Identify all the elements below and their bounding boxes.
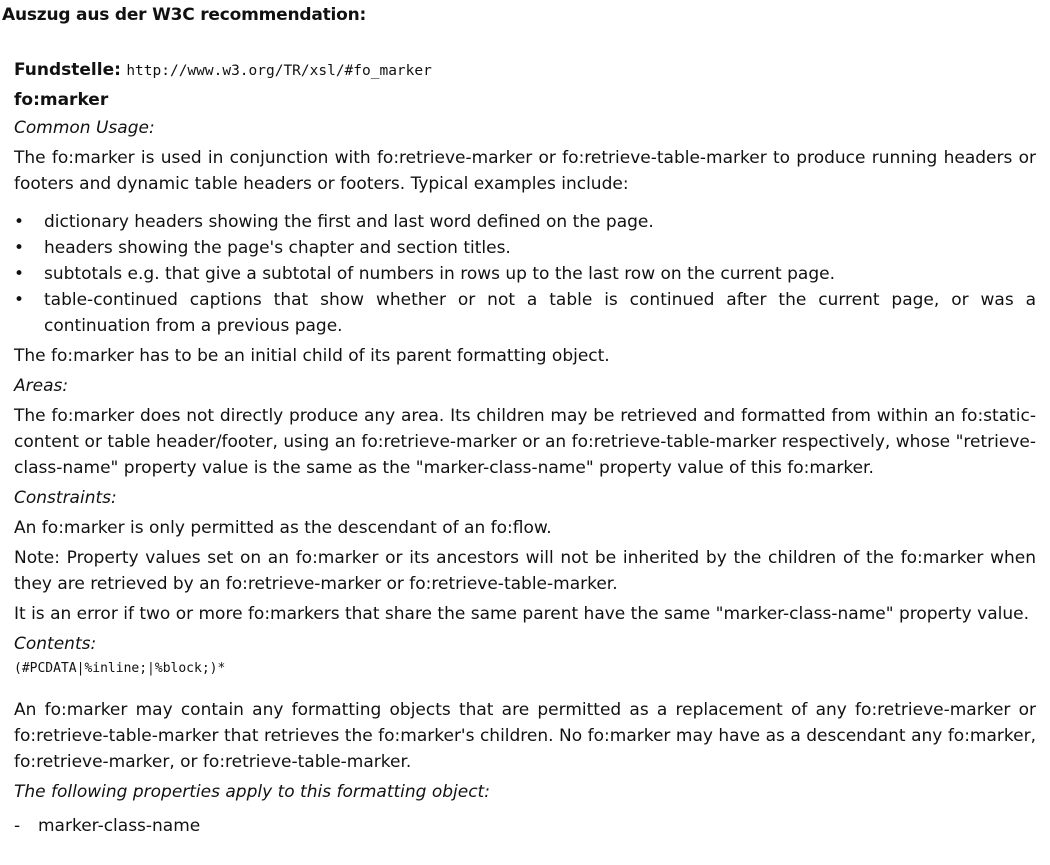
element-title: fo:marker xyxy=(14,90,109,110)
page-heading: Auszug aus der W3C recommendation: xyxy=(2,5,367,25)
bullet-icon: • xyxy=(14,264,25,284)
source-reference xyxy=(14,57,1036,85)
list-item xyxy=(14,209,1036,235)
initial-child-text: The fo:marker has to be an initial child of its parent formatting object. xyxy=(14,346,610,366)
list-item xyxy=(14,287,1036,339)
constraint-text: An fo:marker is only permitted as the descendant of an fo:flow. xyxy=(14,518,552,538)
bullet-icon: • xyxy=(14,238,25,258)
section-contents: Contents: xyxy=(14,634,97,654)
list-item-text: subtotals e.g. that give a subtotal of numbers in rows up to the last row on the current page. xyxy=(44,264,835,284)
dash-marker: - xyxy=(14,816,21,836)
source-label: Fundstelle: xyxy=(14,60,121,80)
bullet-icon: • xyxy=(14,212,25,232)
section-constraints: Constraints: xyxy=(14,488,117,508)
section-areas: Areas: xyxy=(14,376,69,396)
recommendation-excerpt xyxy=(14,57,1036,839)
section-common-usage: Common Usage: xyxy=(14,118,155,138)
constraint-text: It is an error if two or more fo:markers that share the same parent have the same "marker-class-name" property value. xyxy=(14,604,1029,624)
contents-text: An fo:marker may contain any formatting objects that are permitted as a replacement of any fo:retrieve-marker or fo:retrieve-table-marker that retrieves the fo:marker's children. No fo:marker may have as a descendant any fo:marker, fo:retrieve-marker, or fo:retrieve-table-marker. xyxy=(14,700,1036,772)
contents-code: (#PCDATA|%inline;|%block;)* xyxy=(14,661,226,676)
property-item xyxy=(14,813,1036,839)
list-item-text: table-continued captions that show whether or not a table is continued after the current page, or was a continuation from a previous page. xyxy=(44,290,1036,336)
common-usage-text: The fo:marker is used in conjunction with fo:retrieve-marker or fo:retrieve-table-marker to produce running headers or footers and dynamic table headers or footers. Typical examples include: xyxy=(14,148,1036,194)
source-url: http://www.w3.org/TR/xsl/#fo_marker xyxy=(126,63,432,79)
property-name: marker-class-name xyxy=(38,816,201,836)
list-item-text: dictionary headers showing the first and last word defined on the page. xyxy=(44,212,654,232)
areas-text: The fo:marker does not directly produce any area. Its children may be retrieved and formatted from within an fo:static-content or table header/footer, using an fo:retrieve-marker or an fo:retrieve-table-marker respectively, whose "retrieve-class-name" property value is the same as the "marker-class-name" property value of this fo:marker. xyxy=(14,406,1036,478)
list-item-text: headers showing the page's chapter and section titles. xyxy=(44,238,511,258)
constraint-text: Note: Property values set on an fo:marker or its ancestors will not be inherited by the children of the fo:marker when they are retrieved by an fo:retrieve-marker or fo:retrieve-table-marker. xyxy=(14,548,1036,594)
bullet-icon: • xyxy=(14,290,25,310)
list-item xyxy=(14,235,1036,261)
section-properties: The following properties apply to this formatting object: xyxy=(14,782,490,802)
list-item xyxy=(14,261,1036,287)
